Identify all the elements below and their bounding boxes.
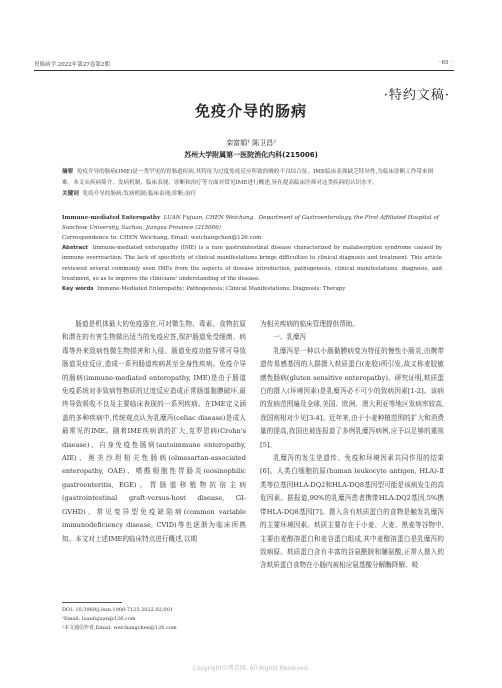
column-tag: ·特约文稿· — [383, 88, 450, 103]
en-keywords-text: Immune-Mediated Enteropathy; Pathogenesis; Clinical Manifestations; Diagnosis; Therapy — [96, 286, 346, 293]
section-heading: 一、乳糜泻 — [273, 333, 307, 342]
journal-header: 胃肠病学 2022年第27卷第2期 — [34, 62, 110, 68]
body-paragraph: 肠道是机体最大的免疫器官,可对微生物、毒素、食物抗原和潜在的有害生物做出适当的免疫应答,保护肠道免受细菌、病毒等外来致病性微生物损害和入侵。肠道免疫功能异常可导致肠道炎症反应,造成一系列肠道疾病甚至全身性疾病。免疫介导的肠病(immune-mediated enteropathy, IME)是由于肠道免疫系统对非致病性物质的过度反应造成正常肠道黏膜破坏,最终导致吸收不良及主要临床表现的一系列疾病。在IME定义涵盖的多种疾病中,传统观点认为乳糜泻(celiac disease)是成人最常见的IME。随着IME疾病谱的扩大,克罗恩病(Crohn's disease)、自身免疫性肠病(autoimmune enteropathy, AIE)、奥美沙坦相关性肠病(olmesartan-associated enteropathy, OAE)、嗜酸细胞性胃肠炎(eosinophilic gastroenteritis, EGE)、胃肠道移植物抗宿主病(gastrointestinal graft-versus-host disease, GI-GVHD)、常见变异型免疫缺陷病(common variable immunodeficiency disease, CVID)等也逐渐为临床所熟知。本文对上述IME的临床特点进行概述,以期 — [62, 320, 246, 543]
footnote-rule — [62, 602, 122, 603]
footnote-email-2: ²本文通信作者,Email: weichangchen@126.com — [62, 625, 177, 631]
english-dept: Department of Gastroenterology, the First Affiliated Hospital of Soochow University, Suzhou, Jiangsu Province (215006) — [62, 215, 439, 231]
body-right-column — [260, 318, 444, 573]
en-abstract-text: Immune-mediated enteropathy (IME) is a rare gastrointestinal disease characterized by malabsorption syndrome caused by immune overreaction. The lack of specificity of clinical manifestations brings difficulties to clinical diagnosis and treatment. This article reviewed several commonly seen IMEs from the aspects of disease introduction, pathogenesis, clinical manifestations, diagnosis, and treatment, so as to improve the clinicians' understanding of the disease. — [62, 245, 442, 282]
footnote-email-1: ¹Email: luanfujuan@126.com — [62, 616, 136, 622]
correspondence: Correspondence to: CHEN Weichang, Email: weichangchen@126.com — [62, 235, 262, 241]
keywords-label: 关键词 — [62, 191, 79, 197]
abstract-text: 免疫介导的肠病(IME)是一类罕见的胃肠道疾病,其特征为过度免疫反应所致的吸收不良综合征。IME临床表现缺乏特异性,为临床诊断工作带来困难。本文从疾病简介、发病机制、临床表现、诊断和治疗等方面对常见IME进行概述,旨在提高临床医师对这类疾病的认识水平。 — [62, 169, 434, 186]
body-left-column — [62, 318, 246, 546]
keywords-text: 免疫介导的肠病;发病机制;临床表现;诊断;治疗 — [82, 191, 197, 197]
affiliation: 苏州大学附属第一医院消化内科(215006) — [184, 151, 318, 159]
chinese-abstract — [62, 167, 442, 200]
abstract-label: 摘要 — [62, 169, 74, 175]
article-title: 免疫介导的肠病 — [194, 102, 307, 120]
copyright-watermark: Copyright©博看网. All Rights Reserved. — [192, 665, 310, 672]
body-paragraph: 乳糜泻是一种以小肠黏膜病变为特征的慢性小肠炎,由携带遗传易感基因的人群摄入麸质蛋白(麦胶)所引发,故又称麦胶敏感性肠病(gluten sensitive enteropathy)。研究证明,麸质蛋白的摄入(环境因素)是乳糜泻必不可少的致病因素[1-2]。该病的发病范围遍及全球,美国、欧洲、澳大利亚等地区发病率较高,我国则相对少见[3-4]。近年来,由于小麦种植范围的扩大和消费量的提高,我国也被连报道了多例乳糜泻病例,应予以足够的重视[5]。 — [260, 346, 444, 449]
english-title-block — [62, 213, 442, 243]
english-title: Immune-mediated Enteropathy — [62, 215, 161, 221]
english-authors: LUAN Fujuan, CHEN Weichang. — [163, 215, 256, 221]
authors: 栾富娟¹ 陈卫昌² — [226, 139, 276, 147]
en-keywords-label: Key words — [62, 286, 94, 293]
english-abstract — [62, 243, 442, 294]
page-number: · 65 · — [438, 60, 452, 66]
en-abstract-label: Abstract — [62, 245, 88, 251]
doi: DOI: 10.3969/j.issn.1008-7125.2022.02.001 — [62, 607, 173, 613]
footnotes — [62, 606, 177, 633]
body-paragraph-continued: 为相关疾病的临床管理提供帮助。 — [260, 320, 359, 328]
body-paragraph: 乳糜泻的发生是遗传、免疫和环境因素共同作用的结果[6]。人类白细胞抗原(human leukocyte antigen, HLA)-Ⅱ类等位基因HLA-DQ2和HLA-DQ8基因型可能是该病发生的高危因素。据报道,90%的乳糜泻患者携带HLA-DQ2基因,5%携带HLA-DQ8基因[7]。摄入含有麸质蛋白的食物是触发乳糜泻的主要环境因素。麸质主要存在于小麦、大麦、黑麦等谷物中,主要由麦醇溶蛋白和麦谷蛋白组成,其中麦醇溶蛋白是乳糜泻的致病原。麸质蛋白含有丰富的谷氨酰胺和脯氨酸,正常人摄入的含麸质蛋白食物在小肠内被相应氨基酸分解酶降解、吸 — [260, 454, 444, 570]
header-rule — [34, 70, 454, 71]
